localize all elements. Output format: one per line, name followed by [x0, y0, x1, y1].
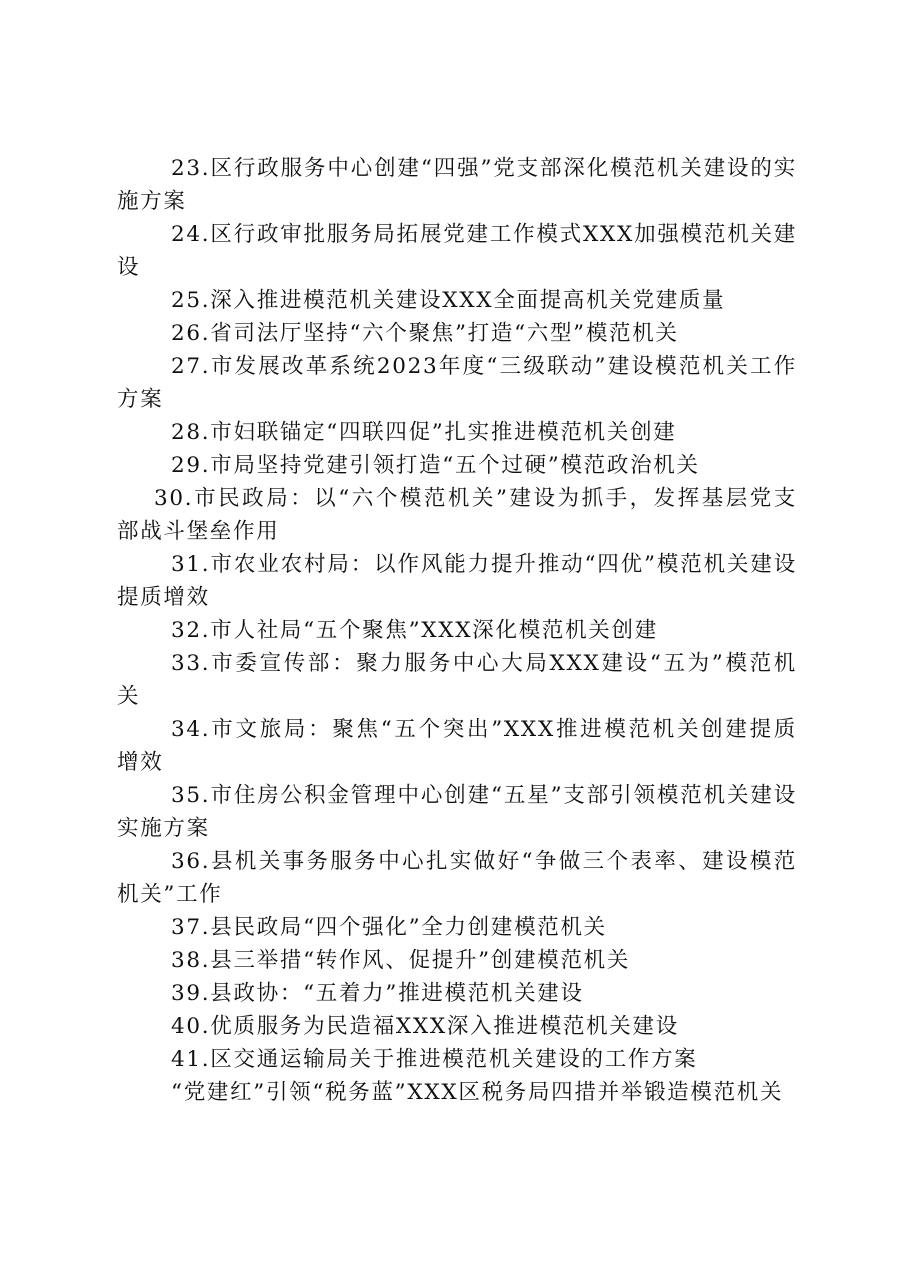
list-item: 37.县民政局“四个强化”全力创建模范机关: [171, 915, 607, 940]
list-item: 32.市人社局“五个聚焦”XXX深化模范机关创建: [171, 618, 658, 643]
list-item: 35.市住房公积金管理中心创建“五星”支部引领模范机关建设实施方案: [117, 783, 797, 841]
list-item: 24.区行政审批服务局拓展党建工作模式XXX加强模范机关建设: [117, 222, 797, 280]
list-item: “党建红”引领“税务蓝”XXX区税务局四措并举锻造模范机关: [171, 1080, 784, 1105]
list-item: 30.市民政局：以“六个模范机关”建设为抓手，发挥基层党支部战斗堡垒作用: [117, 486, 797, 544]
document-body: [117, 152, 797, 1109]
list-item: 27.市发展改革系统2023年度“三级联动”建设模范机关工作方案: [117, 354, 797, 412]
list-item: 41.区交通运输局关于推进模范机关建设的工作方案: [171, 1047, 698, 1072]
list-item: 23.区行政服务中心创建“四强”党支部深化模范机关建设的实施方案: [117, 156, 797, 214]
list-item: 34.市文旅局：聚焦“五个突出”XXX推进模范机关创建提质增效: [117, 717, 797, 775]
list-item: 36.县机关事务服务中心扎实做好“争做三个表率、建设模范机关”工作: [117, 849, 797, 907]
list-item: 28.市妇联锚定“四联四促”扎实推进模范机关创建: [171, 420, 677, 445]
list-item: 31.市农业农村局：以作风能力提升推动“四优”模范机关建设提质增效: [117, 552, 797, 610]
list-item: 26.省司法厅坚持“六个聚焦”打造“六型”模范机关: [171, 321, 679, 346]
list-item: 33.市委宣传部：聚力服务中心大局XXX建设“五为”模范机关: [117, 651, 797, 709]
list-item: 25.深入推进模范机关建设XXX全面提高机关党建质量: [171, 288, 726, 313]
list-item: 38.县三举措“转作风、促提升”创建模范机关: [171, 948, 631, 973]
list-item: 39.县政协：“五着力”推进模范机关建设: [171, 981, 584, 1006]
list-item: 29.市局坚持党建引领打造“五个过硬”模范政治机关: [171, 453, 700, 478]
list-item: 40.优质服务为民造福XXX深入推进模范机关建设: [171, 1014, 679, 1039]
